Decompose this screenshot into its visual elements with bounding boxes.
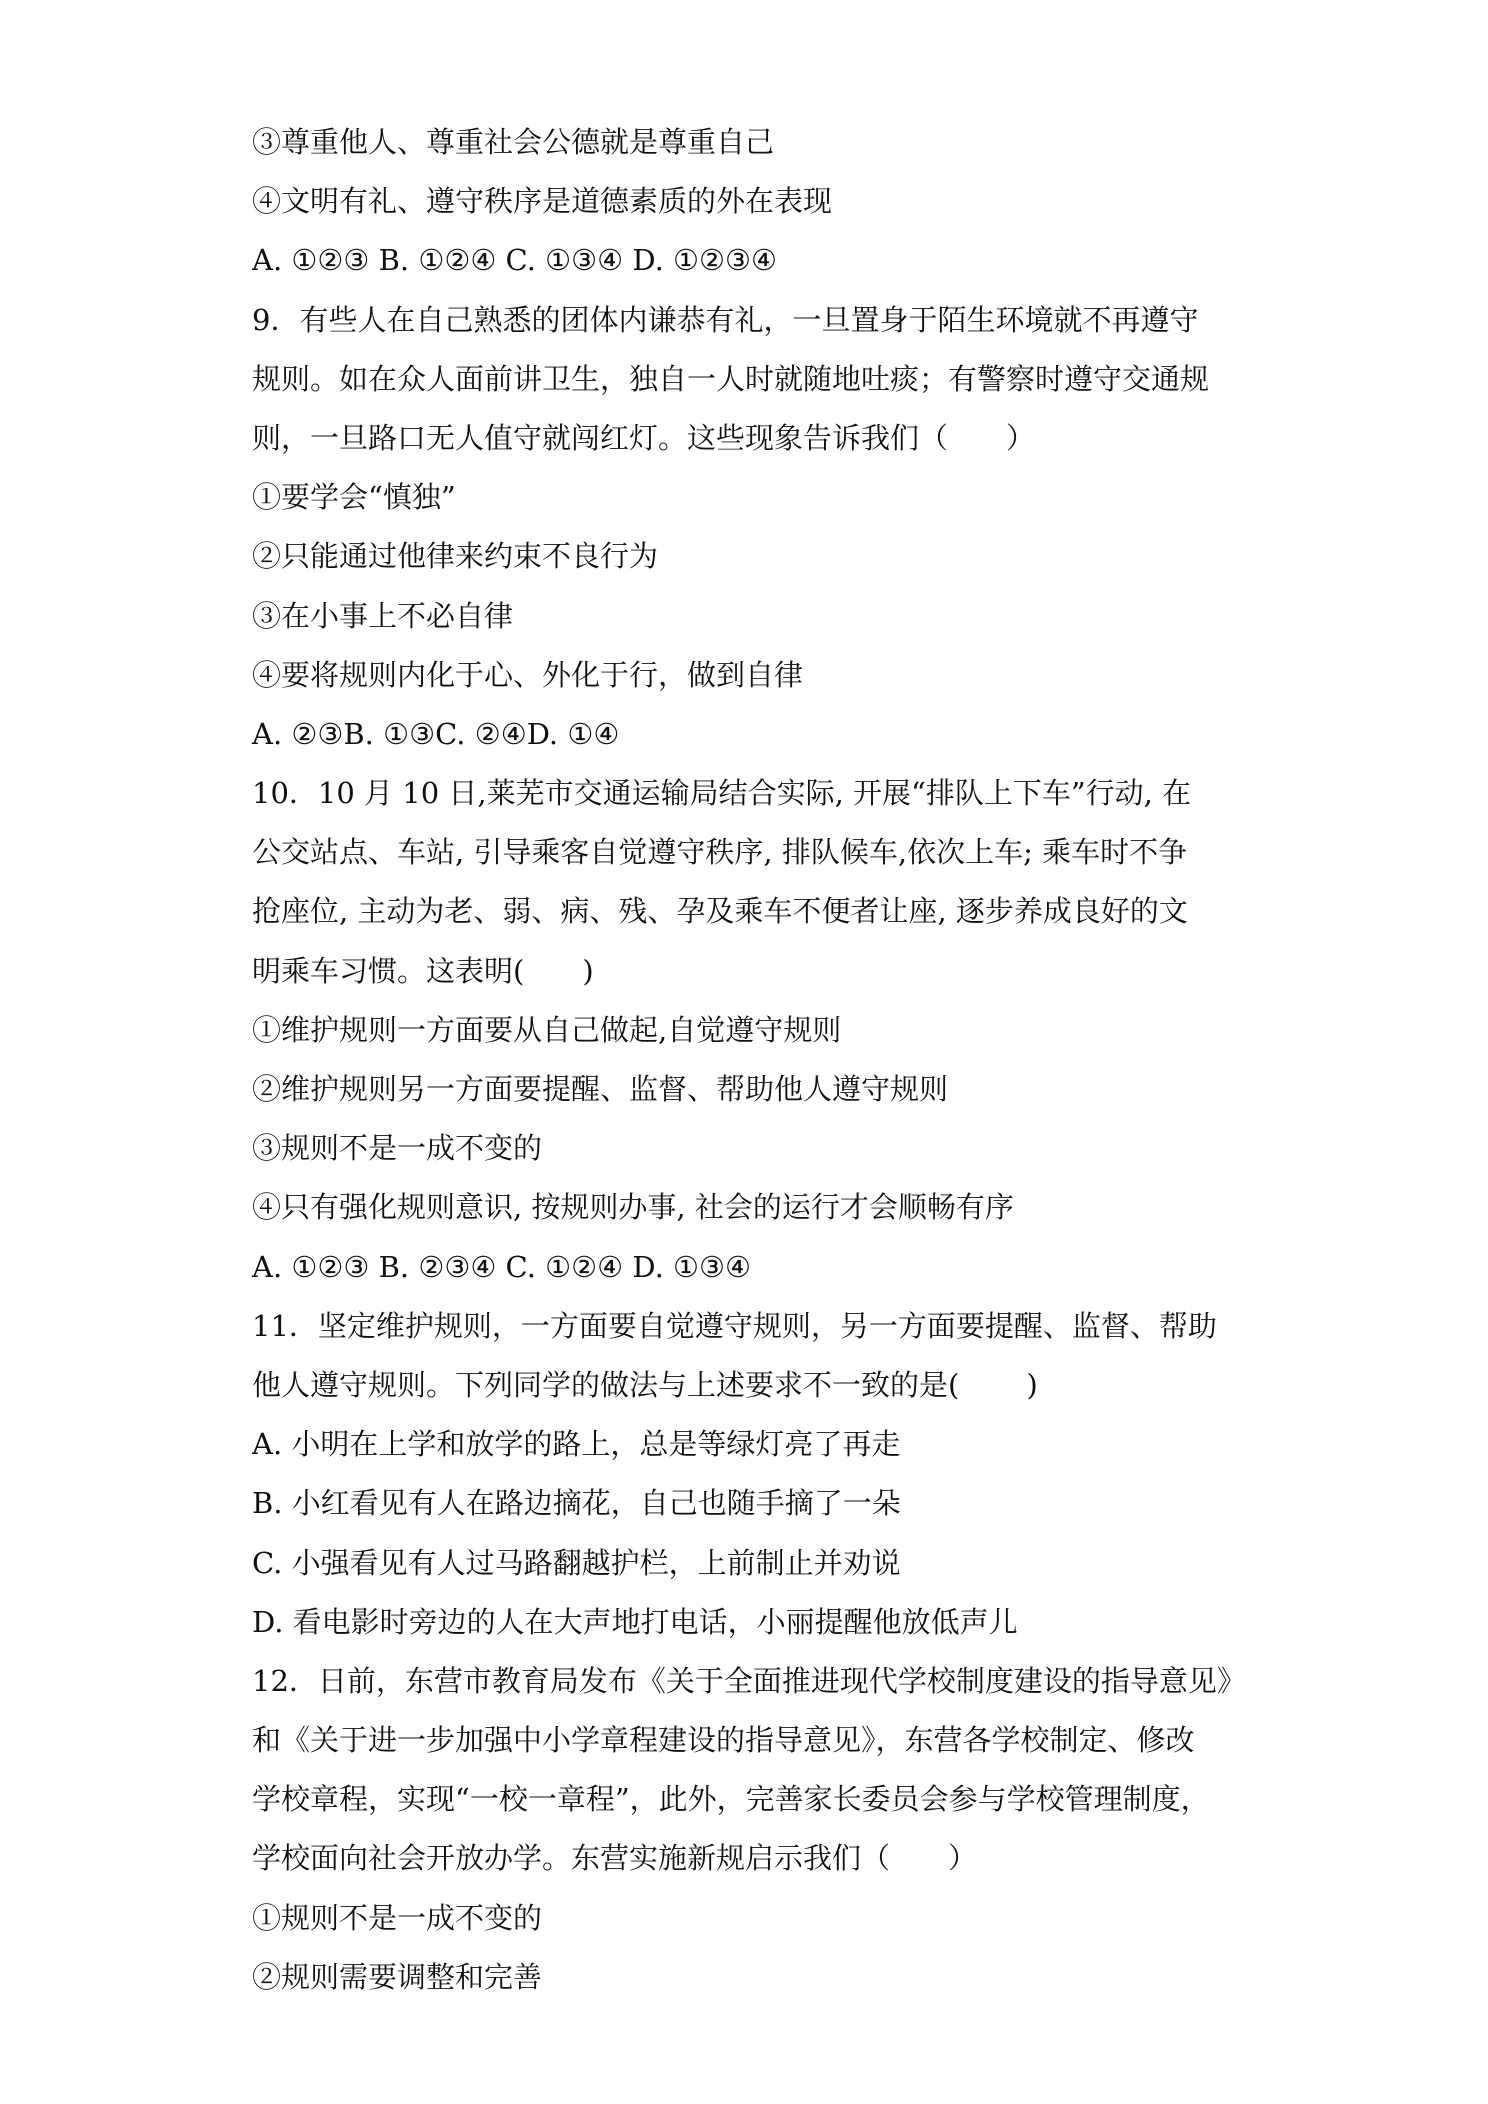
option-statement-2: ②维护规则另一方面要提醒、监督、帮助他人遵守规则 (252, 1072, 949, 1106)
question-11 (252, 1297, 1248, 1652)
option-statement-3: ③规则不是一成不变的 (252, 1131, 543, 1166)
question-stem-line: 明乘车习惯。这表明( ) (252, 953, 594, 988)
question-stem-line: 12．日前，东营市教育局发布《关于全面推进现代学校制度建设的指导意见》 (252, 1663, 1246, 1698)
question-stem-line: 学校章程，实现“一校一章程”，此外，完善家长委员会参与学校管理制度， (252, 1782, 1210, 1817)
question-stem-line: 11．坚定维护规则，一方面要自觉遵守规则，另一方面要提醒、监督、帮助 (252, 1308, 1217, 1343)
question-stem-line: 抢座位, 主动为老、弱、病、残、孕及乘车不便者让座, 逐步养成良好的文 (252, 894, 1188, 929)
question-12 (252, 1652, 1248, 2007)
option-statement-3: ③在小事上不必自律 (252, 598, 514, 633)
document-body (252, 113, 1248, 2007)
question-stem-line: 他人遵守规则。下列同学的做法与上述要求不一致的是( ) (252, 1367, 1038, 1402)
option-statement-1: ①规则不是一成不变的 (252, 1900, 543, 1935)
option-statement-4: ④只有强化规则意识, 按规则办事, 社会的运行才会顺畅有序 (252, 1190, 1014, 1225)
question-stem-line: 公交站点、车站, 引导乘客自觉遵守秩序, 排队候车,依次上车; 乘车时不争 (252, 835, 1188, 870)
option-statement-1: ①要学会“慎独” (252, 480, 456, 515)
option-statement-4: ④文明有礼、遵守秩序是道德素质的外在表现 (252, 184, 833, 219)
answer-choices: A. ①②③ B. ①②④ C. ①③④ D. ①②③④ (252, 243, 778, 278)
choice-d: D. 看电影时旁边的人在大声地打电话，小丽提醒他放低声儿 (252, 1604, 1018, 1639)
answer-choices: A. ①②③ B. ②③④ C. ①②④ D. ①③④ (252, 1249, 752, 1284)
choice-c: C. 小强看见有人过马路翻越护栏，上前制止并劝说 (252, 1545, 901, 1580)
choice-a: A. 小明在上学和放学的路上，总是等绿灯亮了再走 (252, 1427, 901, 1462)
option-statement-1: ①维护规则一方面要从自己做起,自觉遵守规则 (252, 1012, 842, 1047)
option-statement-2: ②只能通过他律来约束不良行为 (252, 539, 659, 574)
option-statement-4: ④要将规则内化于心、外化于行，做到自律 (252, 657, 804, 692)
question-8-continuation (252, 113, 1248, 291)
question-9 (252, 291, 1248, 765)
question-stem-line: 则，一旦路口无人值守就闯红灯。这些现象告诉我们（ ） (252, 420, 1036, 455)
question-10 (252, 764, 1248, 1297)
question-stem-line: 规则。如在众人面前讲卫生，独自一人时就随地吐痰；有警察时遵守交通规 (252, 361, 1210, 396)
option-statement-3: ③尊重他人、尊重社会公德就是尊重自己 (252, 125, 775, 159)
question-stem-line: 学校面向社会开放办学。东营实施新规启示我们（ ） (252, 1841, 978, 1876)
answer-choices: A. ②③B. ①③C. ②④D. ①④ (252, 716, 620, 751)
question-stem-line: 10．10 月 10 日,莱芜市交通运输局结合实际, 开展“排队上下车”行动, 在 (252, 776, 1192, 811)
question-stem-line: 和《关于进一步加强中小学章程建设的指导意见》，东营各学校制定、修改 (252, 1723, 1195, 1758)
option-statement-2: ②规则需要调整和完善 (252, 1959, 543, 1994)
question-stem-line: 9．有些人在自己熟悉的团体内谦恭有礼，一旦置身于陌生环境就不再遵守 (252, 302, 1199, 337)
choice-b: B. 小红看见有人在路边摘花，自己也随手摘了一朵 (252, 1486, 901, 1521)
